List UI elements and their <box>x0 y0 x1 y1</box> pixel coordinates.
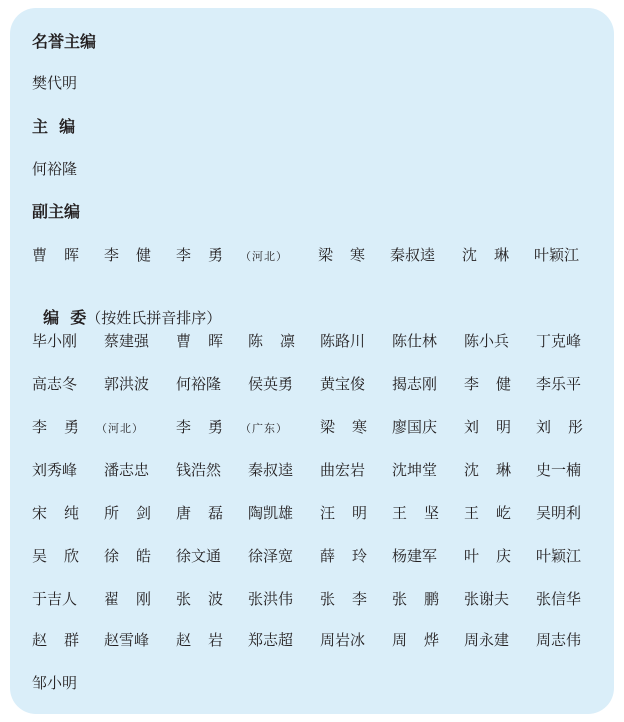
board-member-name <box>392 503 456 523</box>
honorary-editor-name: 樊代明 <box>32 74 78 92</box>
board-member-name <box>464 589 509 609</box>
board-member-name-text: 周岩冰 <box>320 631 366 649</box>
board-member-name-text: 张信华 <box>536 590 582 608</box>
board-member-name <box>464 460 528 480</box>
board-member-name <box>104 460 149 480</box>
board-member-name <box>104 331 149 351</box>
board-member-name <box>176 331 240 351</box>
board-member-name-text: 高志冬 <box>32 375 78 393</box>
board-member-name <box>392 460 437 480</box>
board-member-name-text: 叶庆 <box>464 547 529 565</box>
board-member-name <box>104 630 149 650</box>
board-member-name <box>32 417 144 439</box>
board-member-name <box>536 417 600 437</box>
deputy-editor-name-text: 李勇 <box>176 246 241 264</box>
board-member-name <box>32 331 77 351</box>
board-member-name <box>176 589 240 609</box>
board-member-name-text: 赵雪峰 <box>104 631 150 649</box>
board-member-name <box>248 460 293 480</box>
board-member-name <box>104 503 168 523</box>
board-member-name-text: 张波 <box>176 590 241 608</box>
deputy-editor-name-text: 曹晖 <box>32 246 97 264</box>
board-member-name-text: 钱浩然 <box>176 461 222 479</box>
deputy-editor-name-location: （河北） <box>240 250 289 263</box>
board-member-name-text: 刘秀峰 <box>32 461 78 479</box>
deputy-editor-name <box>318 245 382 265</box>
board-member-name <box>464 331 509 351</box>
board-member-name-text: 廖国庆 <box>392 418 438 436</box>
board-member-name <box>464 546 528 566</box>
board-member-name-text: 史一楠 <box>536 461 582 479</box>
board-member-name-text: 揭志刚 <box>392 375 438 393</box>
board-member-name-text: 薛玲 <box>320 547 385 565</box>
board-member-name-location: （河北） <box>96 422 145 435</box>
board-member-name <box>104 546 168 566</box>
deputy-editor-name <box>176 245 288 267</box>
board-member-name <box>248 546 293 566</box>
board-member-name-text: 张洪伟 <box>248 590 294 608</box>
board-member-name <box>320 589 384 609</box>
chief-editor-heading: 主 编 <box>32 117 76 136</box>
deputy-editor-name-text: 梁寒 <box>318 246 383 264</box>
board-member-name-text: 李健 <box>464 375 529 393</box>
board-member-name-text: 曲宏岩 <box>320 461 366 479</box>
board-member-name-text: 刘彤 <box>536 418 601 436</box>
deputy-editor-name <box>534 245 579 265</box>
board-member-name-text: 徐泽宽 <box>248 547 294 565</box>
deputy-editor-name <box>462 245 526 265</box>
board-member-name-text: 宋纯 <box>32 504 97 522</box>
board-member-name-text: 陈路川 <box>320 332 366 350</box>
board-member-name <box>32 460 77 480</box>
board-member-name-text: 李乐平 <box>536 375 582 393</box>
board-member-name-text: 所剑 <box>104 504 169 522</box>
board-member-name-text: 张鹏 <box>392 590 457 608</box>
board-member-name <box>32 589 77 609</box>
board-member-name <box>32 374 77 394</box>
board-member-name-text: 张谢夫 <box>464 590 510 608</box>
board-member-name <box>32 546 96 566</box>
deputy-editors-heading: 副主编 <box>32 202 81 221</box>
board-member-name-text: 叶颖江 <box>536 547 582 565</box>
board-member-name <box>392 417 437 437</box>
board-member-name-text: 黄宝俊 <box>320 375 366 393</box>
board-member-name-text: 沈坤堂 <box>392 461 438 479</box>
board-member-name-text: 赵群 <box>32 631 97 649</box>
board-member-name-text: 周烨 <box>392 631 457 649</box>
board-member-name-text: 沈琳 <box>464 461 529 479</box>
board-member-name <box>248 630 293 650</box>
board-member-name-text: 于吉人 <box>32 590 78 608</box>
deputy-editor-name <box>104 245 168 265</box>
board-member-name-text: 郑志超 <box>248 631 294 649</box>
board-member-name-text: 吴欣 <box>32 547 97 565</box>
board-member-name-text: 徐皓 <box>104 547 169 565</box>
board-member-name <box>104 374 149 394</box>
board-member-name-text: 刘明 <box>464 418 529 436</box>
board-member-name <box>32 630 96 650</box>
board-member-name-text: 郭洪波 <box>104 375 150 393</box>
board-member-name <box>464 630 509 650</box>
board-member-name <box>536 331 581 351</box>
board-member-name-text: 杨建军 <box>392 547 438 565</box>
board-member-name <box>536 589 581 609</box>
board-member-name <box>536 630 581 650</box>
deputy-editor-name-text: 李健 <box>104 246 169 264</box>
board-member-name <box>320 331 365 351</box>
board-member-name <box>320 374 365 394</box>
board-member-name-text: 何裕隆 <box>176 375 222 393</box>
board-member-name <box>464 503 528 523</box>
board-member-name <box>320 546 384 566</box>
board-member-name <box>176 460 221 480</box>
board-member-name-text: 赵岩 <box>176 631 241 649</box>
deputy-editor-name-text: 秦叔逵 <box>390 246 436 264</box>
board-member-name-text: 陈凛 <box>248 332 313 350</box>
board-member-name <box>248 374 293 394</box>
board-member-name-text: 陈小兵 <box>464 332 510 350</box>
board-member-name-text: 翟刚 <box>104 590 169 608</box>
board-member-name-text: 毕小刚 <box>32 332 78 350</box>
board-member-name <box>320 460 365 480</box>
editorial-board-heading <box>32 288 221 328</box>
board-member-name <box>392 331 437 351</box>
board-member-name-text: 秦叔逵 <box>248 461 294 479</box>
board-member-name <box>32 673 77 693</box>
deputy-editor-name <box>390 245 435 265</box>
board-member-name-text: 丁克峰 <box>536 332 582 350</box>
board-member-name <box>176 503 240 523</box>
board-member-name <box>464 374 528 394</box>
board-member-name <box>392 546 437 566</box>
board-member-name <box>320 630 365 650</box>
board-member-name-text: 周志伟 <box>536 631 582 649</box>
honorary-editor-heading: 名誉主编 <box>32 32 97 51</box>
board-member-name-text: 王屹 <box>464 504 529 522</box>
board-member-name-text: 李勇 <box>32 418 97 436</box>
editorial-board-title: 编 委 <box>43 308 87 327</box>
board-member-name <box>536 503 581 523</box>
board-member-name <box>104 589 168 609</box>
board-member-name <box>536 460 581 480</box>
board-member-name-location: （广东） <box>240 422 289 435</box>
board-member-name <box>248 589 293 609</box>
board-member-name <box>464 417 528 437</box>
board-member-name-text: 徐文通 <box>176 547 222 565</box>
board-member-name <box>248 331 312 351</box>
board-member-name <box>536 546 581 566</box>
board-member-name <box>176 417 288 439</box>
board-member-name-text: 潘志忠 <box>104 461 150 479</box>
board-member-name-text: 曹晖 <box>176 332 241 350</box>
board-member-name <box>320 503 384 523</box>
board-member-name <box>392 589 456 609</box>
deputy-editor-name-text: 沈琳 <box>462 246 527 264</box>
board-member-name <box>536 374 581 394</box>
editorial-panel <box>10 8 614 714</box>
board-member-name <box>176 630 240 650</box>
board-member-name <box>32 503 96 523</box>
board-member-name-text: 唐磊 <box>176 504 241 522</box>
deputy-editor-name <box>32 245 96 265</box>
board-member-name-text: 王坚 <box>392 504 457 522</box>
board-member-name-text: 蔡建强 <box>104 332 150 350</box>
board-member-name-text: 陈仕林 <box>392 332 438 350</box>
board-member-name-text: 张李 <box>320 590 385 608</box>
board-member-name-text: 汪明 <box>320 504 385 522</box>
editorial-board-sort-note: （按姓氏拼音排序） <box>86 309 222 327</box>
board-member-name-text: 周永建 <box>464 631 510 649</box>
chief-editor-name: 何裕隆 <box>32 160 78 178</box>
board-member-name <box>392 630 456 650</box>
board-member-name-text: 陶凯雄 <box>248 504 294 522</box>
board-member-name-text: 李勇 <box>176 418 241 436</box>
board-member-name <box>176 374 221 394</box>
deputy-editor-name-text: 叶颖江 <box>534 246 580 264</box>
board-member-name-text: 侯英勇 <box>248 375 294 393</box>
board-member-name <box>248 503 293 523</box>
board-member-name <box>320 417 384 437</box>
board-member-name-text: 吴明利 <box>536 504 582 522</box>
board-member-name <box>176 546 221 566</box>
board-member-name <box>392 374 437 394</box>
board-member-name-text: 邹小明 <box>32 674 78 692</box>
board-member-name-text: 梁寒 <box>320 418 385 436</box>
